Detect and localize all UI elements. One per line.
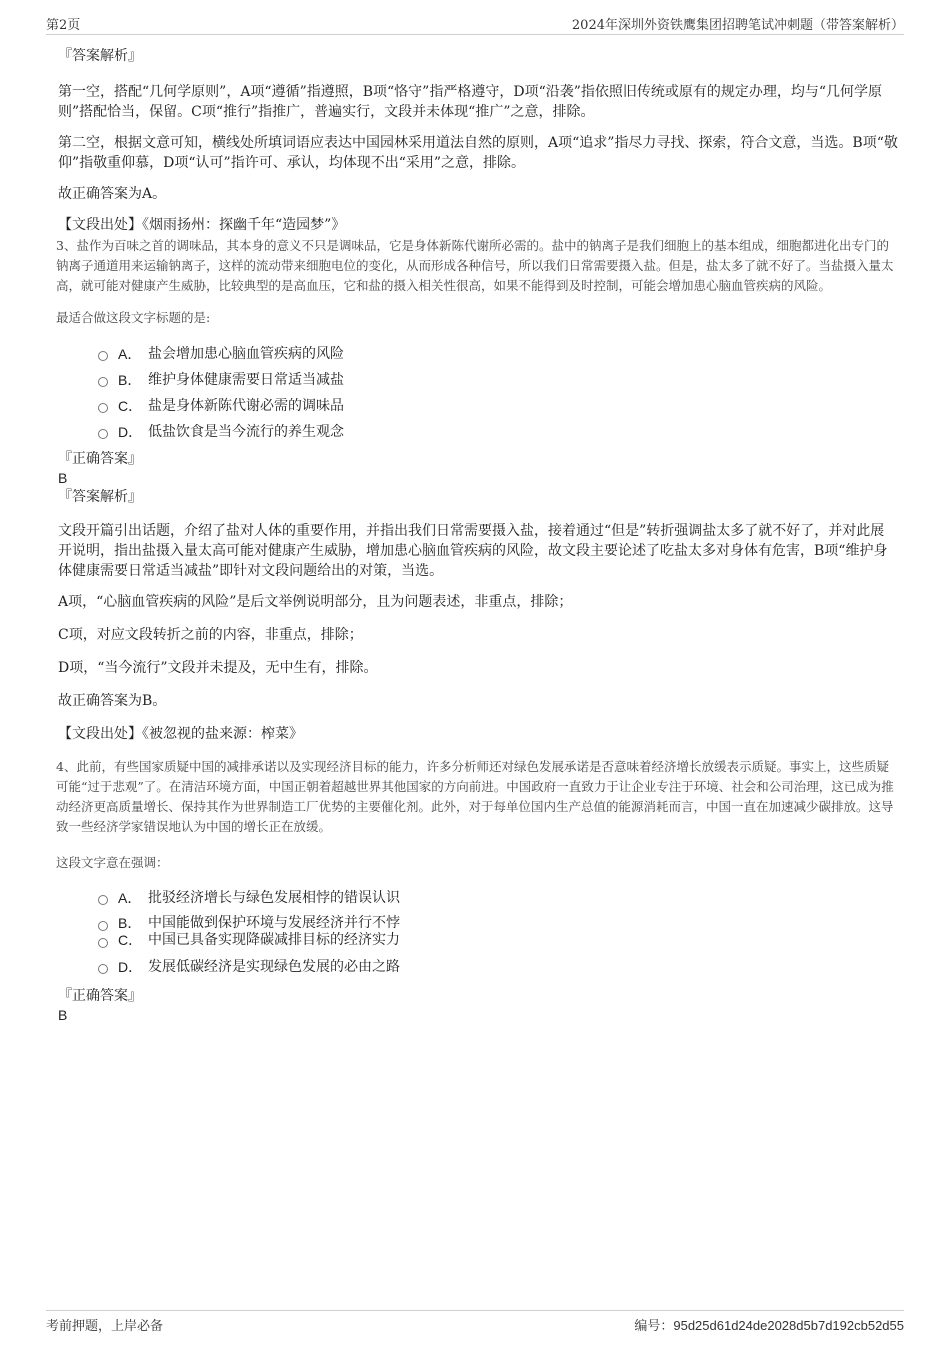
q4-option-c[interactable]: C． 中国已具备实现降碳减排目标的经济实力: [98, 932, 898, 949]
radio-icon[interactable]: [98, 429, 108, 439]
q4-option-a[interactable]: A． 批驳经济增长与绿色发展相悖的错误认识: [98, 885, 898, 911]
page-header: [46, 12, 904, 35]
q4-question-text: 4、此前，有些国家质疑中国的减排承诺以及实现经济目标的能力，许多分析师还对绿色发展承诺是否意味着经济增长放缓表示质疑。事实上，这些质疑可能“过于悲观”了。在清洁环境方面，中国正朝着超越世界其他国家的方向前进。中国政府一直致力于让企业专注于环境、社会和公司治理，这已成为推动经济更高质量增长、保持其作为世界制造工厂优势的主要催化剂。此外，对于每单位国内生产总值的能源消耗而言，中国一直在加速减少碳排放。这导致一些经济学家错误地认为中国的增长正在放缓。: [56, 759, 894, 834]
q2-source: 【文段出处】《烟雨扬州：探幽千年“造园梦”》: [58, 217, 346, 233]
q4-option-b[interactable]: B． 中国能做到保护环境与发展经济并行不悖: [98, 915, 898, 932]
q4-prompt: 这段文字意在强调：: [56, 855, 169, 870]
q2-analysis-paragraph-1: 第一空，搭配“几何学原则”，A项“遵循”指遵照，B项“恪守”指严格遵守，D项“沿袭”指依照旧传统或原有的规定办理，均与“几何学原则”搭配恰当，保留。C项“推行”指推广，普遍实行，文段并未体现“推广”之意，排除。: [58, 84, 883, 120]
q3-answer: B: [58, 470, 68, 486]
q2-analysis-paragraph-2: 第二空，根据文意可知，横线处所填词语应表达中国园林采用道法自然的原则，A项“追求”指尽力寻找、探索，符合文意，当选。B项“敬仰”指敬重仰慕，D项“认可”指许可、承认，均体现不出“采用”之意，排除。: [58, 135, 898, 171]
q3-option-c[interactable]: C． 盐是身体新陈代谢必需的调味品: [98, 393, 898, 419]
q3-analysis-heading: 『答案解析』: [58, 489, 142, 505]
q3-option-a[interactable]: A． 盐会增加患心脑血管疾病的风险: [98, 341, 898, 367]
document-id: 编号：95d25d61d24de2028d5b7d192cb52d55: [634, 1318, 904, 1334]
radio-icon[interactable]: [98, 938, 108, 948]
q3-option-b[interactable]: B． 维护身体健康需要日常适当减盐: [98, 367, 898, 393]
radio-icon[interactable]: [98, 964, 108, 974]
q3-answer-heading: 『正确答案』: [58, 451, 142, 467]
q3-analysis-option-a: A项，“心脑血管疾病的风险”是后文举例说明部分，且为问题表述，非重点，排除；: [58, 594, 573, 610]
q2-conclusion: 故正确答案为A。: [58, 186, 167, 202]
q3-option-d[interactable]: D． 低盐饮食是当今流行的养生观念: [98, 419, 898, 445]
q4-option-d[interactable]: D． 发展低碳经济是实现绿色发展的必由之路: [98, 954, 898, 980]
q3-analysis-option-c: C项，对应文段转折之前的内容，非重点，排除；: [58, 627, 363, 643]
q4-answer-heading: 『正确答案』: [58, 988, 142, 1004]
q3-question-text: 3、盐作为百味之首的调味品，其本身的意义不只是调味品，它是身体新陈代谢所必需的。盐中的钠离子是我们细胞上的基本组成，细胞都进化出专门的钠离子通道用来运输钠离子，这样的流动带来细胞电位的变化，从而形成各种信号，所以我们日常需要摄入盐。但是，盐太多了就不好了。当盐摄入量太高，就可能对健康产生威胁，比较典型的是高血压，它和盐的摄入相关性很高，如果不能得到及时控制，可能会增加患心脑血管疾病的风险。: [56, 238, 894, 293]
q3-analysis-paragraph-1: 文段开篇引出话题，介绍了盐对人体的重要作用，并指出我们日常需要摄入盐，接着通过“但是”转折强调盐太多了就不好了，并对此展开说明，指出盐摄入量太高可能对健康产生威胁，增加患心脑血管疾病的风险，故文段主要论述了吃盐太多对身体有危害，B项“维护身体健康需要日常适当减盐”即针对文段问题给出的对策，当选。: [58, 523, 888, 579]
page-content: [56, 46, 898, 1024]
footer-slogan: 考前押题，上岸必备: [46, 1319, 164, 1334]
q4-options: [56, 885, 898, 980]
radio-icon[interactable]: [98, 921, 108, 931]
radio-icon[interactable]: [98, 377, 108, 387]
radio-icon[interactable]: [98, 351, 108, 361]
q2-analysis-heading: 『答案解析』: [58, 48, 142, 64]
page-footer: [46, 1310, 904, 1335]
document-title: 2024年深圳外资铁鹰集团招聘笔试冲刺题（带答案解析）: [571, 18, 904, 33]
q3-conclusion: 故正确答案为B。: [58, 693, 167, 709]
radio-icon[interactable]: [98, 895, 108, 905]
q4-answer: B: [58, 1007, 68, 1023]
q3-options: [56, 341, 898, 445]
q3-prompt: 最适合做这段文字标题的是:: [56, 310, 211, 325]
page-number: 第2页: [46, 18, 81, 33]
radio-icon[interactable]: [98, 403, 108, 413]
q3-source: 【文段出处】《被忽视的盐来源：榨菜》: [58, 726, 303, 742]
q3-analysis-option-d: D项，“当今流行”文段并未提及，无中生有，排除。: [58, 660, 378, 676]
